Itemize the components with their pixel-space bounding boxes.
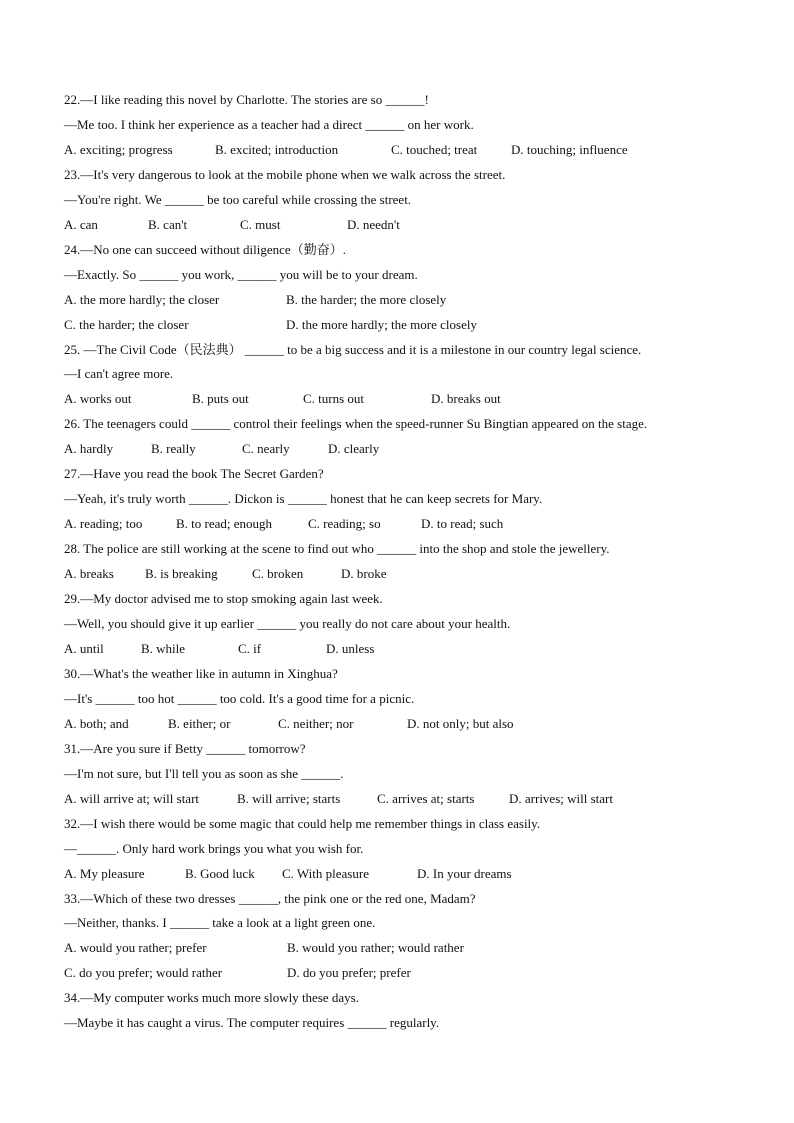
option-d[interactable]: D. needn't [347, 216, 400, 232]
option-a[interactable]: A. would you rather; prefer [64, 940, 207, 956]
question-stem: 24.—No one can succeed without diligence（勤奋）. [64, 241, 346, 257]
option-d[interactable]: D. arrives; will start [509, 790, 613, 806]
answer-options [64, 787, 744, 812]
question-response: —It's ______ too hot ______ too cold. It's a good time for a picnic. [64, 690, 415, 706]
option-c[interactable]: C. if [238, 640, 262, 656]
answer-options [64, 387, 744, 412]
question-stem: 23.—It's very dangerous to look at the mobile phone when we walk across the street. [64, 166, 506, 182]
answer-options [64, 961, 744, 986]
option-c[interactable]: C. touched; treat [391, 141, 478, 157]
option-b[interactable]: B. would you rather; would rather [287, 940, 464, 956]
answer-options [64, 862, 744, 887]
question-stem: 27.—Have you read the book The Secret Garden? [64, 466, 324, 482]
question-30 [64, 662, 744, 737]
question-stem: 33.—Which of these two dresses ______, the pink one or the red one, Madam? [64, 890, 476, 906]
option-a[interactable]: A. both; and [64, 715, 129, 731]
question-response: —Maybe it has caught a virus. The computer requires ______ regularly. [64, 1015, 440, 1031]
option-c[interactable]: C. arrives at; starts [377, 790, 475, 806]
question-list [64, 88, 744, 1036]
question-response: —Me too. I think her experience as a teacher had a direct ______ on her work. [64, 116, 474, 132]
answer-options [64, 637, 744, 662]
option-d[interactable]: D. not only; but also [407, 715, 514, 731]
option-c[interactable]: C. must [240, 216, 281, 232]
option-a[interactable]: A. works out [64, 391, 132, 407]
question-stem: 30.—What's the weather like in autumn in Xinghua? [64, 665, 338, 681]
answer-options [64, 936, 744, 961]
option-c[interactable]: C. With pleasure [282, 865, 369, 881]
option-c[interactable]: C. neither; nor [278, 715, 354, 731]
question-response: —Neither, thanks. I ______ take a look at a light green one. [64, 915, 376, 931]
question-response: —You're right. We ______ be too careful while crossing the street. [64, 191, 412, 207]
option-a[interactable]: A. reading; too [64, 516, 143, 532]
option-a[interactable]: A. until [64, 640, 104, 656]
answer-options [64, 138, 744, 163]
option-c[interactable]: C. turns out [303, 391, 365, 407]
option-a[interactable]: A. the more hardly; the closer [64, 291, 220, 307]
question-33 [64, 887, 744, 987]
option-a[interactable]: A. exciting; progress [64, 141, 173, 157]
option-b[interactable]: B. while [141, 640, 186, 656]
option-c[interactable]: C. reading; so [308, 516, 381, 532]
option-b[interactable]: B. Good luck [185, 865, 255, 881]
option-b[interactable]: B. to read; enough [176, 516, 273, 532]
option-b[interactable]: B. either; or [168, 715, 231, 731]
answer-options [64, 313, 744, 338]
question-response: —I can't agree more. [64, 366, 174, 382]
option-d[interactable]: D. clearly [328, 441, 380, 457]
question-22 [64, 88, 744, 163]
answer-options [64, 712, 744, 737]
option-c[interactable]: C. broken [252, 566, 304, 582]
question-response: —______. Only hard work brings you what you wish for. [64, 840, 364, 856]
question-28 [64, 537, 744, 587]
option-d[interactable]: D. In your dreams [417, 865, 512, 881]
option-a[interactable]: A. My pleasure [64, 865, 145, 881]
option-c[interactable]: C. nearly [242, 441, 290, 457]
question-stem: 22.—I like reading this novel by Charlotte. The stories are so ______! [64, 92, 429, 107]
option-d[interactable]: D. the more hardly; the more closely [286, 316, 477, 332]
question-stem: 26. The teenagers could ______ control their feelings when the speed-runner Su Bingtian appeared on the stage. [64, 416, 648, 432]
option-c[interactable]: C. the harder; the closer [64, 316, 189, 332]
answer-options [64, 288, 744, 313]
option-b[interactable]: B. will arrive; starts [237, 790, 341, 806]
question-29 [64, 587, 744, 662]
question-34 [64, 986, 744, 1036]
option-a[interactable]: A. hardly [64, 441, 114, 457]
option-d[interactable]: D. broke [341, 566, 387, 582]
question-31 [64, 737, 744, 812]
option-b[interactable]: B. really [151, 441, 196, 457]
option-d[interactable]: D. breaks out [431, 391, 501, 407]
option-b[interactable]: B. puts out [192, 391, 249, 407]
option-a[interactable]: A. will arrive at; will start [64, 790, 200, 806]
question-25 [64, 338, 744, 413]
question-24 [64, 238, 744, 338]
option-d[interactable]: D. to read; such [421, 516, 504, 532]
question-stem: 25. —The Civil Code（民法典） ______ to be a big success and it is a milestone in our country legal science. [64, 341, 642, 357]
option-c[interactable]: C. do you prefer; would rather [64, 965, 223, 981]
answer-options [64, 512, 744, 537]
question-26 [64, 412, 744, 462]
option-a[interactable]: A. can [64, 216, 98, 232]
option-b[interactable]: B. the harder; the more closely [286, 291, 447, 307]
answer-options [64, 437, 744, 462]
question-response: —Yeah, it's truly worth ______. Dickon is ______ honest that he can keep secrets for Mary. [64, 491, 543, 507]
question-23 [64, 163, 744, 238]
question-response: —I'm not sure, but I'll tell you as soon as she ______. [64, 765, 344, 781]
question-response: —Well, you should give it up earlier ______ you really do not care about your health. [64, 616, 511, 632]
option-a[interactable]: A. breaks [64, 566, 114, 582]
question-stem: 28. The police are still working at the scene to find out who ______ into the shop and stole the jewellery. [64, 541, 610, 557]
answer-options [64, 562, 744, 587]
question-stem: 32.—I wish there would be some magic that could help me remember things in class easily. [64, 815, 541, 831]
option-d[interactable]: D. touching; influence [511, 141, 628, 157]
option-b[interactable]: B. is breaking [145, 566, 218, 582]
question-32 [64, 812, 744, 887]
question-stem: 34.—My computer works much more slowly these days. [64, 990, 359, 1006]
question-stem: 29.—My doctor advised me to stop smoking again last week. [64, 591, 383, 607]
question-27 [64, 462, 744, 537]
option-d[interactable]: D. do you prefer; prefer [287, 965, 411, 981]
option-b[interactable]: B. excited; introduction [215, 141, 339, 157]
option-b[interactable]: B. can't [148, 216, 188, 232]
question-stem: 31.—Are you sure if Betty ______ tomorrow? [64, 740, 306, 756]
question-response: —Exactly. So ______ you work, ______ you will be to your dream. [64, 266, 418, 282]
option-d[interactable]: D. unless [326, 640, 375, 656]
answer-options [64, 213, 744, 238]
